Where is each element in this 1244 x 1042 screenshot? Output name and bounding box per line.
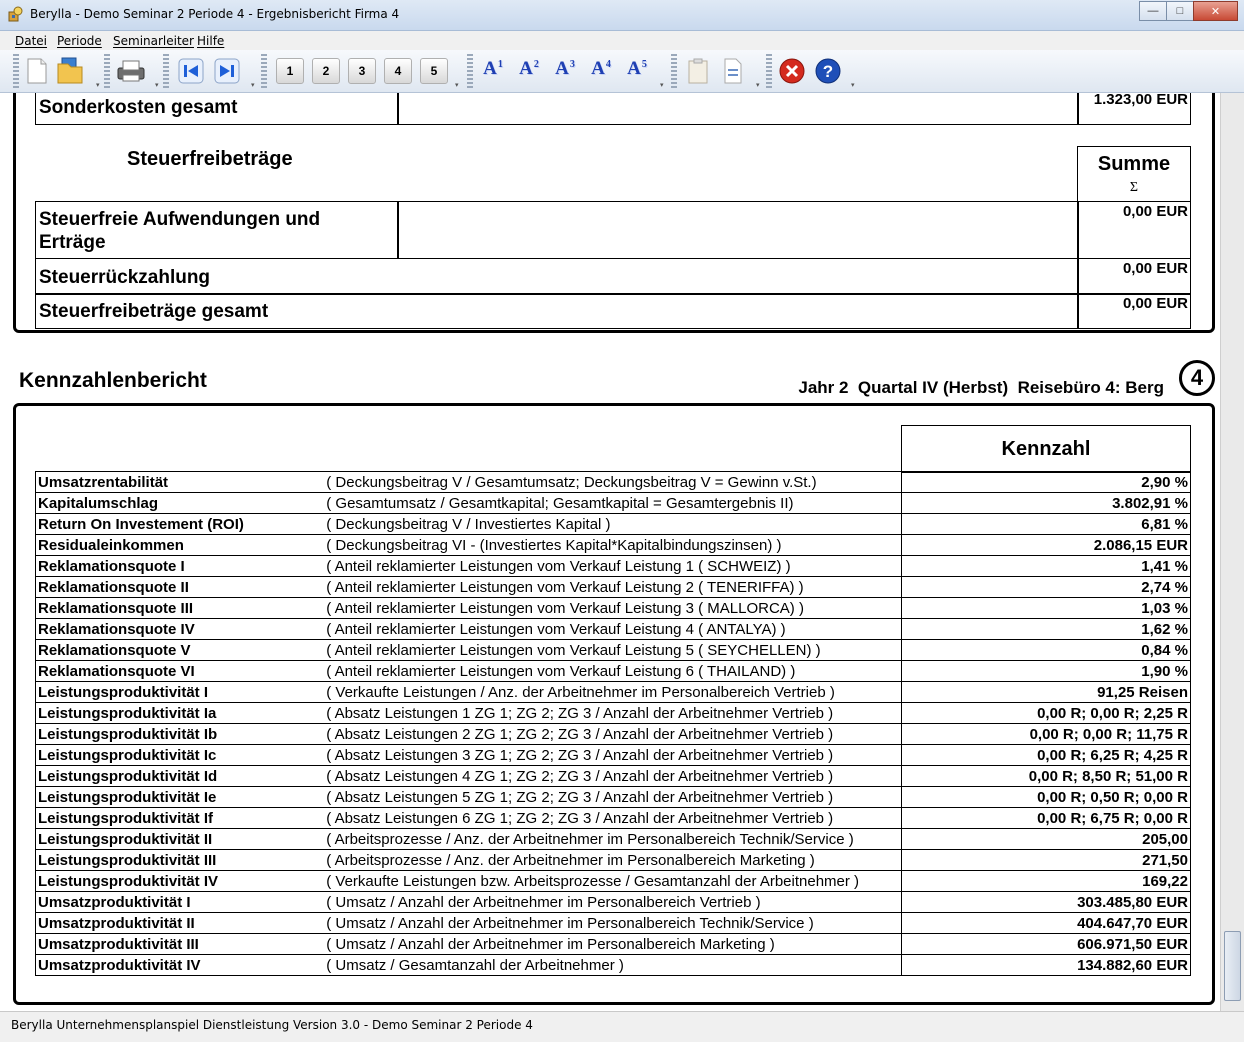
steuer-title: Steuerfreibeträge: [127, 148, 293, 170]
dropdown-arrow-icon[interactable]: ▾: [251, 82, 255, 89]
kennzahl-value: 404.647,70 EUR: [901, 913, 1190, 934]
minimize-button[interactable]: —: [1139, 1, 1167, 21]
menu-datei[interactable]: Datei: [15, 34, 48, 48]
help-icon[interactable]: [813, 56, 843, 86]
window-title: Berylla - Demo Seminar 2 Periode 4 - Ergebnisbericht Firma 4: [30, 7, 400, 21]
kennzahl-description: ( Deckungsbeitrag V / Investiertes Kapital ): [324, 514, 901, 535]
kennzahl-name: Leistungsproduktivität III: [36, 850, 325, 871]
kennzahl-description: ( Anteil reklamierter Leistungen vom Verkauf Leistung 5 ( SEYCHELLEN) ): [324, 640, 901, 661]
font-size-5-button[interactable]: A $^5$: [627, 58, 647, 79]
toolbar-grip[interactable]: [163, 54, 169, 88]
kennzahl-value: 0,00 R; 8,50 R; 51,00 R: [901, 766, 1190, 787]
kennzahl-description: ( Anteil reklamierter Leistungen vom Verkauf Leistung 6 ( THAILAND) ): [324, 661, 901, 682]
steuerfreie-aufwendungen-value: 0,00 EUR: [1122, 203, 1188, 220]
kennzahl-description: ( Verkaufte Leistungen / Anz. der Arbeitnehmer im Personalbereich Vertrieb ): [324, 682, 901, 703]
report-view[interactable]: [0, 93, 1220, 1011]
kennzahl-description: ( Gesamtumsatz / Gesamtkapital; Gesamtkapital = Gesamtergebnis II): [324, 493, 901, 514]
dropdown-arrow-icon[interactable]: ▾: [851, 82, 855, 89]
kennzahl-value: 2,74 %: [901, 577, 1190, 598]
kennzahl-header: Kennzahl: [1001, 438, 1091, 460]
dropdown-arrow-icon[interactable]: ▾: [756, 82, 760, 89]
steuerfreibetraege-gesamt-value: 0,00 EUR: [1122, 295, 1188, 312]
table-row: [36, 850, 1191, 871]
kennzahl-value: 2,90 %: [901, 472, 1190, 493]
kennzahl-description: ( Absatz Leistungen 4 ZG 1; ZG 2; ZG 3 / Anzahl der Arbeitnehmer Vertrieb ): [324, 766, 901, 787]
kennzahl-value: 0,84 %: [901, 640, 1190, 661]
kennzahl-value: 3.802,91 %: [901, 493, 1190, 514]
table-row: [36, 766, 1191, 787]
kennzahl-description: ( Arbeitsprozesse / Anz. der Arbeitnehmer im Personalbereich Technik/Service ): [324, 829, 901, 850]
dropdown-arrow-icon[interactable]: ▾: [96, 82, 100, 89]
kennzahl-description: ( Umsatz / Gesamtanzahl der Arbeitnehmer ): [324, 955, 901, 976]
steuerrueckzahlung-label: Steuerrückzahlung: [39, 267, 211, 288]
new-document-icon[interactable]: [22, 56, 52, 86]
page-4-button[interactable]: 4: [384, 58, 412, 84]
table-row: [36, 934, 1191, 955]
kennzahl-name: Leistungsproduktivität Ia: [36, 703, 325, 724]
print-icon[interactable]: [116, 56, 146, 86]
kennzahl-value: 91,25 Reisen: [901, 682, 1190, 703]
exit-icon[interactable]: [777, 56, 807, 86]
kennzahl-description: ( Absatz Leistungen 2 ZG 1; ZG 2; ZG 3 / Anzahl der Arbeitnehmer Vertrieb ): [324, 724, 901, 745]
page-1-button[interactable]: 1: [276, 58, 304, 84]
kennzahl-name: Reklamationsquote IV: [36, 619, 325, 640]
steuerfreibetraege-gesamt-label: Steuerfreibeträge gesamt: [39, 301, 269, 322]
open-folder-icon[interactable]: [55, 56, 85, 86]
page-3-button[interactable]: 3: [348, 58, 376, 84]
page-2-button[interactable]: 2: [312, 58, 340, 84]
kennzahl-name: Leistungsproduktivität Ie: [36, 787, 325, 808]
kennzahl-name: Umsatzproduktivität II: [36, 913, 325, 934]
kennzahl-description: ( Absatz Leistungen 3 ZG 1; ZG 2; ZG 3 / Anzahl der Arbeitnehmer Vertrieb ): [324, 745, 901, 766]
table-row: [36, 640, 1191, 661]
table-row: [36, 577, 1191, 598]
kennzahl-description: ( Absatz Leistungen 5 ZG 1; ZG 2; ZG 3 / Anzahl der Arbeitnehmer Vertrieb ): [324, 787, 901, 808]
table-row: [36, 535, 1191, 556]
kennzahl-value: 0,00 R; 0,00 R; 2,25 R: [901, 703, 1190, 724]
table-row: [36, 472, 1191, 493]
kennzahl-value: 2.086,15 EUR: [901, 535, 1190, 556]
menu-bar: [0, 31, 1244, 50]
table-row: [36, 682, 1191, 703]
kennzahl-name: Leistungsproduktivität IV: [36, 871, 325, 892]
table-row: [36, 493, 1191, 514]
kennzahl-value: 1,41 %: [901, 556, 1190, 577]
toolbar-grip[interactable]: [104, 54, 110, 88]
toolbar-grip[interactable]: [766, 54, 772, 88]
kennzahl-name: Leistungsproduktivität Ib: [36, 724, 325, 745]
close-window-button[interactable]: ✕: [1193, 1, 1238, 21]
table-row: [36, 829, 1191, 850]
kennzahl-name: Leistungsproduktivität II: [36, 829, 325, 850]
table-row: [36, 955, 1191, 976]
vertical-scrollbar[interactable]: [1220, 93, 1244, 1011]
sonderkosten-value: 1.323,00 EUR: [1093, 93, 1188, 108]
first-page-icon[interactable]: [176, 56, 206, 86]
table-row: [36, 514, 1191, 535]
dropdown-arrow-icon[interactable]: ▾: [660, 82, 664, 89]
kennzahl-description: ( Absatz Leistungen 6 ZG 1; ZG 2; ZG 3 / Anzahl der Arbeitnehmer Vertrieb ): [324, 808, 901, 829]
table-row: [36, 787, 1191, 808]
kennzahl-description: ( Arbeitsprozesse / Anz. der Arbeitnehmer im Personalbereich Marketing ): [324, 850, 901, 871]
svg-text:?: ?: [822, 62, 834, 81]
kennzahl-value: 169,22: [901, 871, 1190, 892]
kennzahl-description: ( Umsatz / Anzahl der Arbeitnehmer im Personalbereich Vertrieb ): [324, 892, 901, 913]
status-text: Berylla Unternehmensplanspiel Dienstleistung Version 3.0 - Demo Seminar 2 Periode 4: [11, 1018, 533, 1032]
kennzahlen-title: Kennzahlenbericht: [19, 369, 207, 392]
title-bar: [0, 0, 1244, 31]
kennzahl-value: 0,00 R; 0,00 R; 11,75 R: [901, 724, 1190, 745]
table-row: [36, 808, 1191, 829]
kennzahl-description: ( Anteil reklamierter Leistungen vom Verkauf Leistung 3 ( MALLORCA) ): [324, 598, 901, 619]
font-size-4-button[interactable]: A $^4$: [591, 58, 611, 79]
kennzahl-name: Leistungsproduktivität Ic: [36, 745, 325, 766]
dropdown-arrow-icon[interactable]: ▾: [455, 82, 459, 89]
last-page-icon[interactable]: [212, 56, 242, 86]
kennzahl-value: 271,50: [901, 850, 1190, 871]
kennzahl-description: ( Deckungsbeitrag VI - (Investiertes Kapital*Kapitalbindungszinsen) ): [324, 535, 901, 556]
app-icon: [8, 6, 24, 22]
kennzahl-name: Residualeinkommen: [36, 535, 325, 556]
clipboard-icon[interactable]: [683, 56, 713, 86]
dropdown-arrow-icon[interactable]: ▾: [155, 82, 159, 89]
kennzahl-name: Umsatzproduktivität III: [36, 934, 325, 955]
table-row: [36, 892, 1191, 913]
kennzahl-description: ( Anteil reklamierter Leistungen vom Verkauf Leistung 2 ( TENERIFFA) ): [324, 577, 901, 598]
kennzahl-name: Umsatzproduktivität IV: [36, 955, 325, 976]
kennzahl-value: 1,62 %: [901, 619, 1190, 640]
kennzahl-name: Umsatzproduktivität I: [36, 892, 325, 913]
kennzahl-value: 6,81 %: [901, 514, 1190, 535]
toolbar: [0, 50, 1244, 93]
menu-seminarleiter[interactable]: Seminarleiter: [113, 34, 194, 48]
kennzahl-description: ( Absatz Leistungen 1 ZG 1; ZG 2; ZG 3 / Anzahl der Arbeitnehmer Vertrieb ): [324, 703, 901, 724]
kennzahl-name: Reklamationsquote VI: [36, 661, 325, 682]
kennzahl-description: ( Deckungsbeitrag V / Gesamtumsatz; Deckungsbeitrag V = Gewinn v.St.): [324, 472, 901, 493]
steuerrueckzahlung-value: 0,00 EUR: [1122, 260, 1188, 277]
kennzahl-value: 606.971,50 EUR: [901, 934, 1190, 955]
table-row: [36, 661, 1191, 682]
kennzahl-value: 0,00 R; 0,50 R; 0,00 R: [901, 787, 1190, 808]
kennzahl-name: Leistungsproduktivität Id: [36, 766, 325, 787]
kennzahlen-table: [35, 471, 1191, 976]
kennzahl-name: Reklamationsquote II: [36, 577, 325, 598]
kennzahl-name: Return On Investement (ROI): [36, 514, 325, 535]
kennzahl-value: 303.485,80 EUR: [901, 892, 1190, 913]
kennzahl-name: Leistungsproduktivität I: [36, 682, 325, 703]
kennzahl-name: Leistungsproduktivität If: [36, 808, 325, 829]
font-size-1-button[interactable]: A $^1$: [483, 58, 503, 79]
maximize-button[interactable]: □: [1166, 1, 1194, 21]
toolbar-grip[interactable]: [13, 54, 19, 88]
kennzahl-description: ( Umsatz / Anzahl der Arbeitnehmer im Personalbereich Marketing ): [324, 934, 901, 955]
kennzahl-name: Reklamationsquote V: [36, 640, 325, 661]
kennzahl-value: 0,00 R; 6,75 R; 0,00 R: [901, 808, 1190, 829]
status-bar: [0, 1011, 1244, 1042]
kennzahl-name: Umsatzrentabilität: [36, 472, 325, 493]
toolbar-grip[interactable]: [467, 54, 473, 88]
firm-number-badge: 4: [1179, 360, 1215, 396]
toolbar-grip[interactable]: [261, 54, 267, 88]
table-row: [36, 556, 1191, 577]
page-5-button[interactable]: 5: [420, 58, 448, 84]
kennzahl-value: 205,00: [901, 829, 1190, 850]
kennzahl-name: Reklamationsquote III: [36, 598, 325, 619]
kennzahl-description: ( Umsatz / Anzahl der Arbeitnehmer im Personalbereich Technik/Service ): [324, 913, 901, 934]
table-row: [36, 913, 1191, 934]
kennzahlen-info: Jahr 2 Quartal IV (Herbst) Reisebüro 4: Berg: [798, 378, 1164, 397]
font-size-3-button[interactable]: A $^3$: [555, 58, 575, 79]
steuerfreie-aufwendungen-label: Steuerfreie Aufwendungen und Erträge: [39, 209, 321, 253]
kennzahl-value: 1,03 %: [901, 598, 1190, 619]
kennzahl-name: Reklamationsquote I: [36, 556, 325, 577]
kennzahl-value: 1,90 %: [901, 661, 1190, 682]
summe-header: Summe: [1097, 153, 1171, 175]
table-row: [36, 745, 1191, 766]
font-size-2-button[interactable]: A $^2$: [519, 58, 539, 79]
kennzahl-name: Kapitalumschlag: [36, 493, 325, 514]
kennzahl-description: ( Anteil reklamierter Leistungen vom Verkauf Leistung 1 ( SCHWEIZ) ): [324, 556, 901, 577]
document-list-icon[interactable]: [718, 56, 748, 86]
scrollbar-thumb[interactable]: [1224, 931, 1241, 1001]
menu-periode[interactable]: Periode: [57, 34, 102, 48]
table-row: [36, 724, 1191, 745]
kennzahl-description: ( Verkaufte Leistungen bzw. Arbeitsprozesse / Gesamtanzahl der Arbeitnehmer ): [324, 871, 901, 892]
kennzahl-description: ( Anteil reklamierter Leistungen vom Verkauf Leistung 4 ( ANTALYA) ): [324, 619, 901, 640]
sonderkosten-label: Sonderkosten gesamt: [39, 97, 238, 118]
table-row: [36, 703, 1191, 724]
kennzahl-value: 0,00 R; 6,25 R; 4,25 R: [901, 745, 1190, 766]
toolbar-grip[interactable]: [671, 54, 677, 88]
menu-hilfe[interactable]: Hilfe: [197, 34, 225, 48]
table-row: [36, 598, 1191, 619]
table-row: [36, 619, 1191, 640]
summe-symbol: Σ: [1129, 180, 1139, 195]
kennzahl-value: 134.882,60 EUR: [901, 955, 1190, 976]
table-row: [36, 871, 1191, 892]
